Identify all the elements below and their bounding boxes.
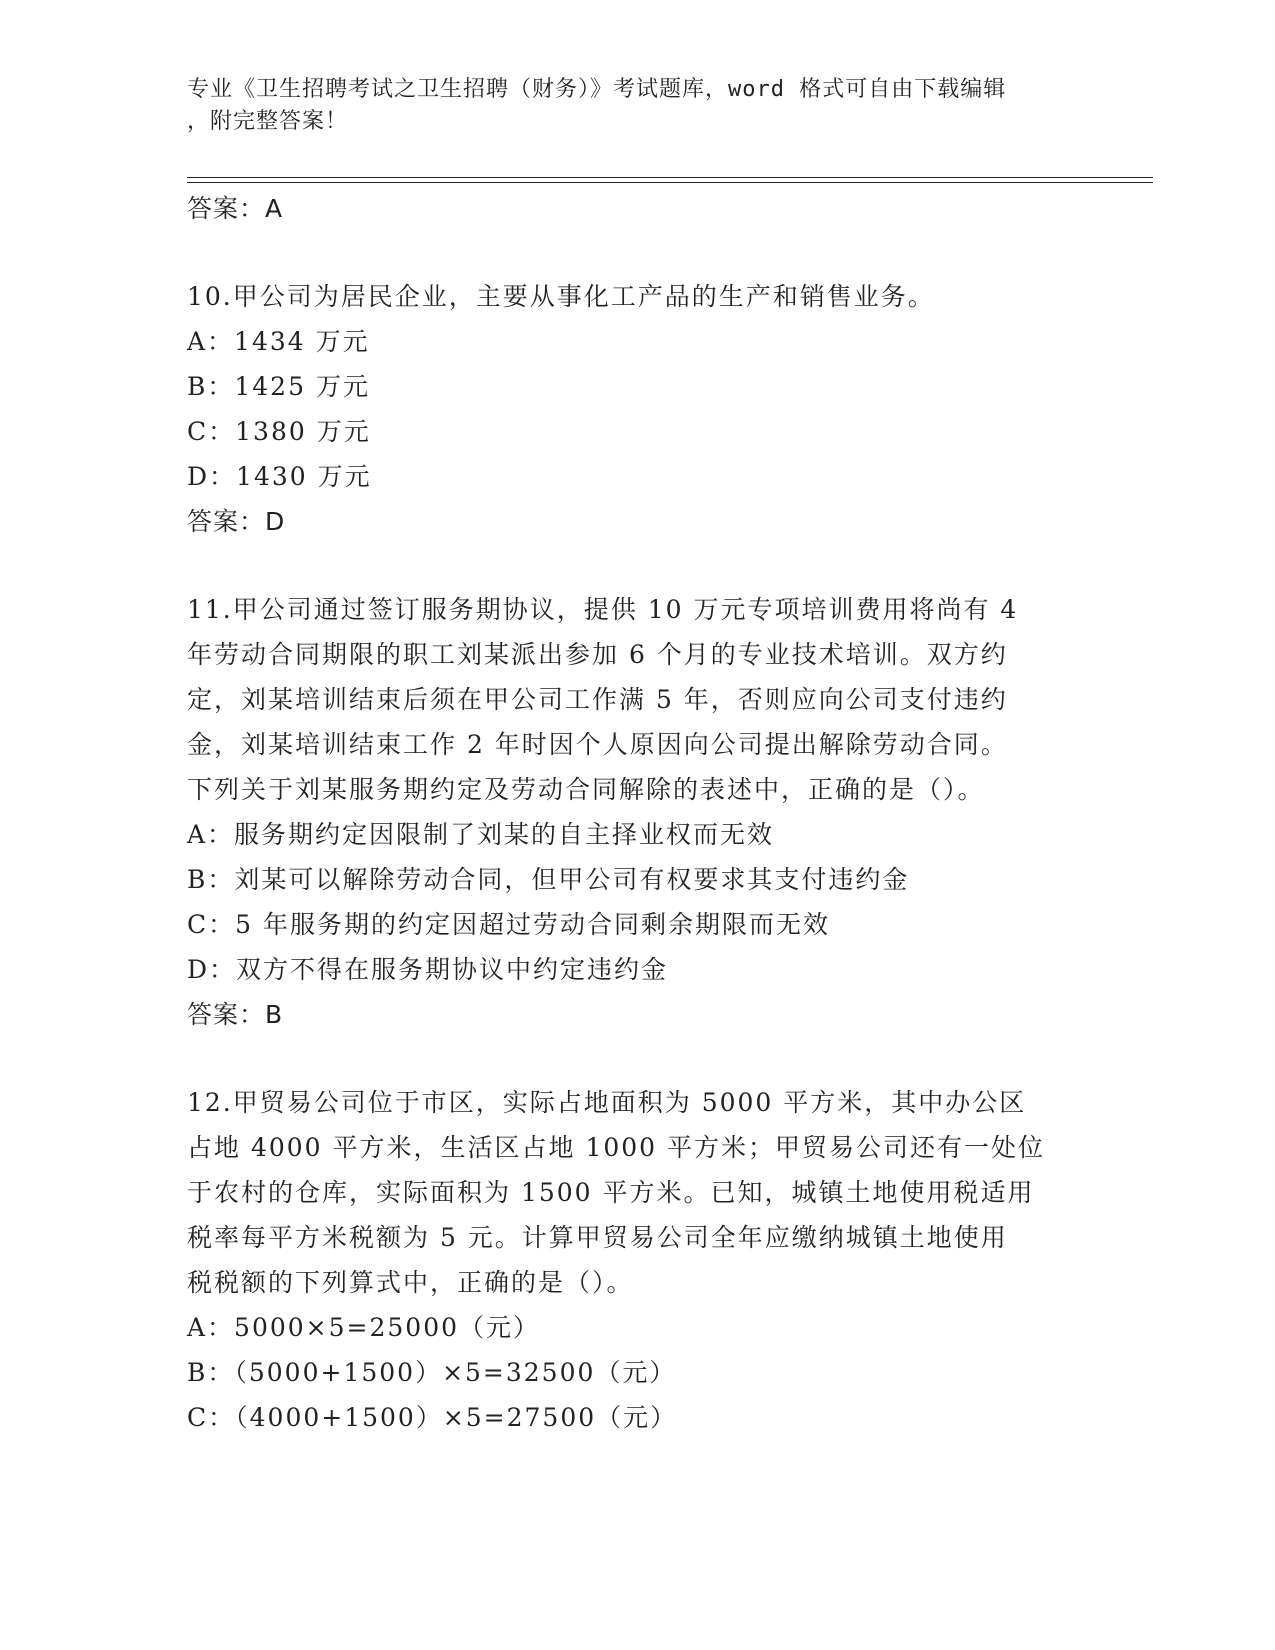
header-divider <box>187 177 1153 178</box>
option-d: D：1430 万元 <box>187 462 372 491</box>
header-divider <box>187 182 1153 183</box>
question-text <box>187 274 1077 319</box>
question-text <box>187 1080 1077 1305</box>
header-line: 专业《卫生招聘考试之卫生招聘（财务）》考试题库，word 格式可自由下载编辑 <box>187 77 1007 102</box>
question-line: 税税额的下列算式中，正确的是（）。 <box>187 1268 634 1297</box>
question-line: 占地 4000 平方米，生活区占地 1000 平方米；甲贸易公司还有一处位 <box>187 1133 1046 1162</box>
option-a: A：服务期约定因限制了刘某的自主择业权而无效 <box>187 820 775 849</box>
question-line: 税率每平方米税额为 5 元。计算甲贸易公司全年应缴纳城镇土地使用 <box>187 1223 1008 1252</box>
answer-line: 答案：A <box>187 194 284 223</box>
option-c: C：1380 万元 <box>187 417 371 446</box>
option-b: B：（5000+1500）×5=32500（元） <box>187 1358 677 1387</box>
question-line: 11.甲公司通过签订服务期协议，提供 10 万元专项培训费用将尚有 4 <box>187 595 1019 624</box>
question-line: 10.甲公司为居民企业，主要从事化工产品的生产和销售业务。 <box>187 282 935 311</box>
question-block <box>187 587 1077 1038</box>
option-b: B：刘某可以解除劳动合同，但甲公司有权要求其支付违约金 <box>187 865 910 894</box>
option-a: A：1434 万元 <box>187 327 370 356</box>
document-header <box>187 74 1077 138</box>
question-line: 下列关于刘某服务期约定及劳动合同解除的表述中，正确的是（）。 <box>187 775 985 804</box>
question-line: 于农村的仓库，实际面积为 1500 平方米。已知，城镇土地使用税适用 <box>187 1178 1035 1207</box>
option-a: A：5000×5=25000（元） <box>187 1313 541 1342</box>
header-line: ，附完整答案！ <box>187 109 349 134</box>
question-line: 金，刘某培训结束工作 2 年时因个人原因向公司提出解除劳动合同。 <box>187 730 1008 759</box>
option-b: B：1425 万元 <box>187 372 370 401</box>
option-c: C：5 年服务期的约定因超过劳动合同剩余期限而无效 <box>187 910 830 939</box>
option-d: D：双方不得在服务期协议中约定违约金 <box>187 955 669 984</box>
question-line: 年劳动合同期限的职工刘某派出参加 6 个月的专业技术培训。双方约 <box>187 640 1008 669</box>
answer-line: 答案：B <box>187 1000 284 1029</box>
question-list <box>187 186 1077 1440</box>
option-c: C：（4000+1500）×5=27500（元） <box>187 1403 678 1432</box>
question-text <box>187 587 1077 812</box>
question-line: 定，刘某培训结束后须在甲公司工作满 5 年，否则应向公司支付违约 <box>187 685 1008 714</box>
question-block <box>187 1080 1077 1440</box>
answer-line: 答案：D <box>187 507 286 536</box>
question-block <box>187 274 1077 545</box>
question-line: 12.甲贸易公司位于市区，实际占地面积为 5000 平方米，其中办公区 <box>187 1088 1027 1117</box>
